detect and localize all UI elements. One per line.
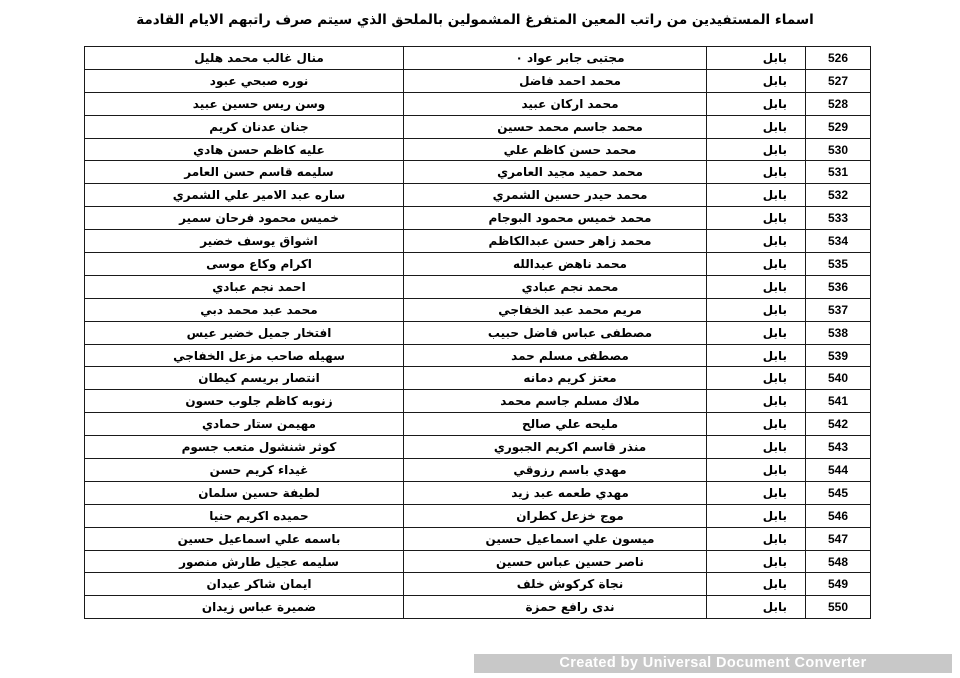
row-number: 547 [806,527,871,550]
row-number: 529 [806,115,871,138]
row-beneficiary-name: مليحه علي صالح [404,413,707,436]
row-caregiver-name: خميس محمود فرحان سمير [85,207,404,230]
row-province: بابل [707,184,806,207]
row-number: 539 [806,344,871,367]
row-caregiver-name: حميده اكريم حنيا [85,504,404,527]
row-province: بابل [707,138,806,161]
row-province: بابل [707,436,806,459]
row-beneficiary-name: محمد نجم عبادي [404,275,707,298]
row-province: بابل [707,481,806,504]
row-caregiver-name: سليمه عجيل طارش منصور [85,550,404,573]
row-province: بابل [707,573,806,596]
row-beneficiary-name: مجتبى جابر عواد ٠ [404,47,707,70]
row-caregiver-name: باسمه علي اسماعيل حسين [85,527,404,550]
row-number: 526 [806,47,871,70]
table-row [85,596,871,619]
row-beneficiary-name: محمد اركان عبيد [404,92,707,115]
table-row [85,390,871,413]
row-number: 528 [806,92,871,115]
table-row [85,207,871,230]
table-row [85,344,871,367]
row-caregiver-name: ضميرة عباس زيدان [85,596,404,619]
row-province: بابل [707,253,806,276]
row-province: بابل [707,69,806,92]
row-beneficiary-name: محمد حيدر حسين الشمري [404,184,707,207]
row-province: بابل [707,321,806,344]
table-row [85,92,871,115]
row-caregiver-name: غيداء كريم حسن [85,459,404,482]
row-province: بابل [707,298,806,321]
row-beneficiary-name: محمد حميد مجيد العامري [404,161,707,184]
row-caregiver-name: مهيمن ستار حمادي [85,413,404,436]
table-row [85,573,871,596]
row-province: بابل [707,275,806,298]
row-caregiver-name: زنوبه كاظم جلوب حسون [85,390,404,413]
row-province: بابل [707,161,806,184]
row-caregiver-name: محمد عبد محمد دبي [85,298,404,321]
row-beneficiary-name: منذر قاسم اكريم الجبوري [404,436,707,459]
row-beneficiary-name: مصطفى مسلم حمد [404,344,707,367]
table-row [85,298,871,321]
row-number: 530 [806,138,871,161]
row-number: 550 [806,596,871,619]
row-province: بابل [707,390,806,413]
row-number: 534 [806,230,871,253]
converter-watermark: Created by Universal Document Converter [474,654,952,673]
row-number: 527 [806,69,871,92]
row-province: بابل [707,230,806,253]
row-number: 533 [806,207,871,230]
row-beneficiary-name: نجاة كركوش خلف [404,573,707,596]
row-number: 544 [806,459,871,482]
row-caregiver-name: ايمان شاكر عيدان [85,573,404,596]
row-beneficiary-name: محمد حسن كاظم علي [404,138,707,161]
row-province: بابل [707,367,806,390]
row-beneficiary-name: مهدي طعمه عبد زيد [404,481,707,504]
table-row [85,459,871,482]
row-beneficiary-name: محمد ناهض عبدالله [404,253,707,276]
row-number: 546 [806,504,871,527]
row-number: 531 [806,161,871,184]
row-beneficiary-name: ميسون علي اسماعيل حسين [404,527,707,550]
table-row [85,138,871,161]
row-province: بابل [707,413,806,436]
row-caregiver-name: اشواق يوسف خضير [85,230,404,253]
table-row [85,253,871,276]
row-province: بابل [707,92,806,115]
table-row [85,436,871,459]
row-caregiver-name: منال غالب محمد هليل [85,47,404,70]
row-beneficiary-name: ناصر حسين عباس حسين [404,550,707,573]
row-number: 532 [806,184,871,207]
row-number: 536 [806,275,871,298]
row-province: بابل [707,550,806,573]
row-number: 542 [806,413,871,436]
row-province: بابل [707,344,806,367]
row-province: بابل [707,207,806,230]
row-caregiver-name: سهيله صاحب مزعل الخفاجي [85,344,404,367]
table-row [85,47,871,70]
table-row [85,527,871,550]
row-beneficiary-name: محمد جاسم محمد حسين [404,115,707,138]
row-beneficiary-name: مريم محمد عبد الخفاجي [404,298,707,321]
row-province: بابل [707,504,806,527]
table-row [85,504,871,527]
row-caregiver-name: اكرام وكاع موسى [85,253,404,276]
row-number: 549 [806,573,871,596]
row-caregiver-name: انتصار بريسم كيطان [85,367,404,390]
table-row [85,69,871,92]
row-number: 548 [806,550,871,573]
row-caregiver-name: ساره عبد الامير علي الشمري [85,184,404,207]
row-number: 537 [806,298,871,321]
row-province: بابل [707,459,806,482]
table-row [85,321,871,344]
row-caregiver-name: نوره صبحي عبود [85,69,404,92]
row-province: بابل [707,47,806,70]
row-beneficiary-name: ندى رافع حمزة [404,596,707,619]
row-number: 541 [806,390,871,413]
table-row [85,367,871,390]
row-caregiver-name: احمد نجم عبادي [85,275,404,298]
row-number: 538 [806,321,871,344]
row-province: بابل [707,527,806,550]
table-row [85,481,871,504]
row-beneficiary-name: محمد خميس محمود البوجام [404,207,707,230]
row-beneficiary-name: محمد احمد فاضل [404,69,707,92]
table-row [85,161,871,184]
table-row [85,413,871,436]
row-number: 540 [806,367,871,390]
row-caregiver-name: عليه كاظم حسن هادي [85,138,404,161]
row-caregiver-name: سليمه قاسم حسن العامر [85,161,404,184]
beneficiaries-table [84,46,871,619]
row-number: 545 [806,481,871,504]
table-row [85,275,871,298]
row-number: 543 [806,436,871,459]
row-beneficiary-name: معتز كريم دمانه [404,367,707,390]
row-beneficiary-name: مصطفى عباس فاضل حبيب [404,321,707,344]
row-beneficiary-name: محمد زاهر حسن عبدالكاظم [404,230,707,253]
row-caregiver-name: كوثر شنشول متعب جسوم [85,436,404,459]
row-caregiver-name: وسن ريس حسين عبيد [85,92,404,115]
row-province: بابل [707,115,806,138]
row-beneficiary-name: مهدي باسم رزوقي [404,459,707,482]
table-row [85,115,871,138]
row-beneficiary-name: ملاك مسلم جاسم محمد [404,390,707,413]
row-caregiver-name: افتخار جميل خضير عيس [85,321,404,344]
table-row [85,184,871,207]
row-caregiver-name: جنان عدنان كريم [85,115,404,138]
row-province: بابل [707,596,806,619]
document-title: اسماء المستفيدين من راتب المعين المتفرغ المشمولين بالملحق الذي سيتم صرف راتبهم الايام القادمة [136,12,814,28]
table-row [85,230,871,253]
table-row [85,550,871,573]
row-caregiver-name: لطيفة حسين سلمان [85,481,404,504]
table-body [85,47,871,619]
row-number: 535 [806,253,871,276]
row-beneficiary-name: موج خزعل كطران [404,504,707,527]
